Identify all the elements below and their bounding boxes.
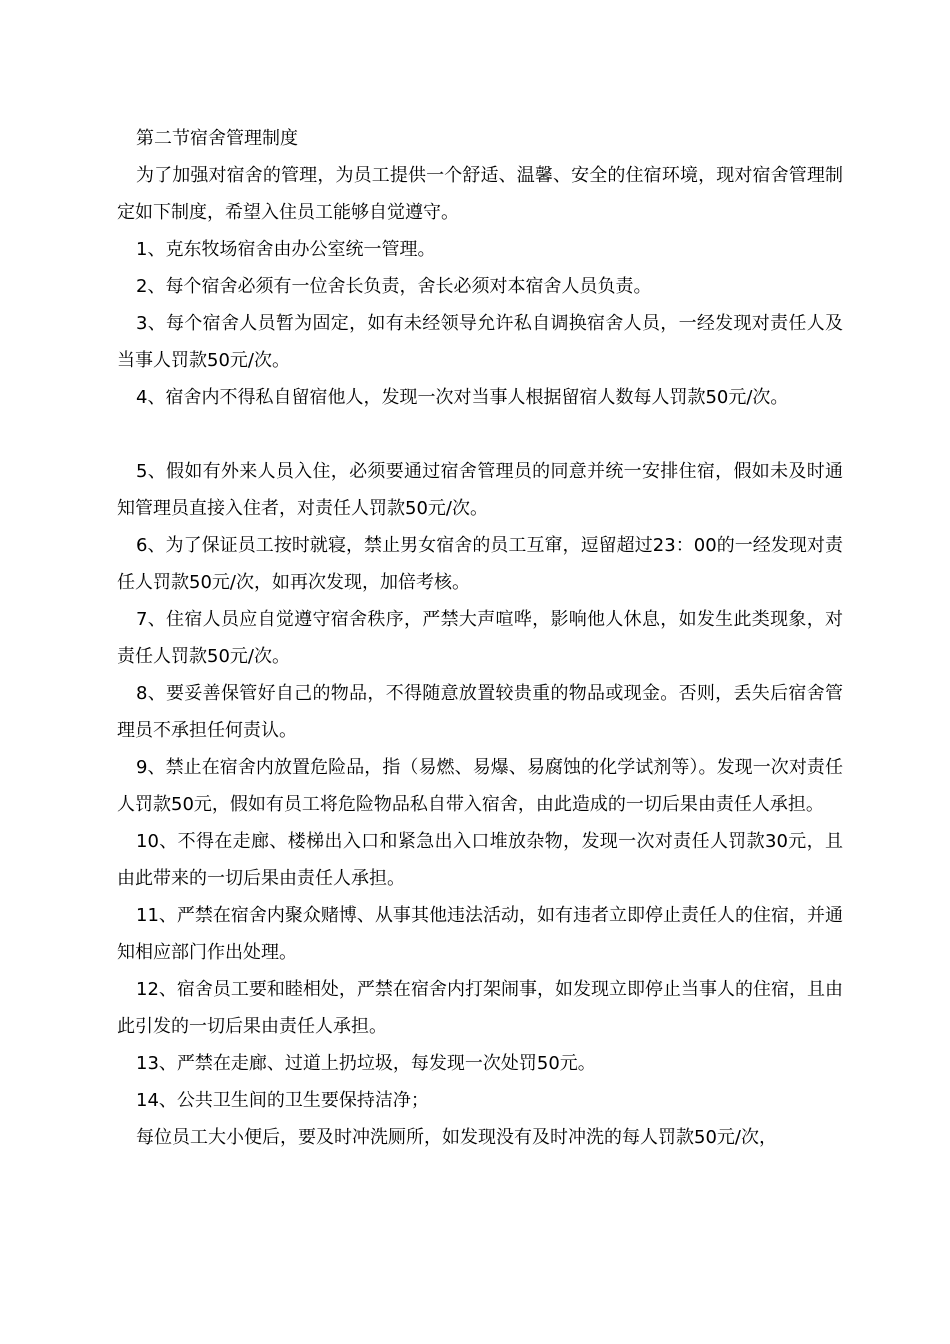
rule-13: 13、严禁在走廊、过道上扔垃圾，每发现一次处罚50元。 xyxy=(136,1053,596,1074)
rule-12: 12、宿舍员工要和睦相处，严禁在宿舍内打架闹事，如发现立即停止当事人的住宿，且由此引发的一切后果由责任人承担。 xyxy=(117,979,843,1037)
rule-9: 9、禁止在宿舍内放置危险品，指（易燃、易爆、易腐蚀的化学试剂等）。发现一次对责任人罚款50元，假如有员工将危险物品私自带入宿舍，由此造成的一切后果由责任人承担。 xyxy=(117,757,843,815)
intro-paragraph: 为了加强对宿舍的管理，为员工提供一个舒适、温馨、安全的住宿环境，现对宿舍管理制定如下制度，希望入住员工能够自觉遵守。 xyxy=(117,165,843,223)
rule-5: 5、假如有外来人员入住，必须要通过宿舍管理员的同意并统一安排住宿，假如未及时通知管理员直接入住者，对责任人罚款50元/次。 xyxy=(117,461,843,519)
rule-8: 8、要妥善保管好自己的物品，不得随意放置较贵重的物品或现金。否则，丢失后宿舍管理员不承担任何责认。 xyxy=(117,683,843,741)
rule-7: 7、住宿人员应自觉遵守宿舍秩序，严禁大声喧哗，影响他人休息，如发生此类现象，对责任人罚款50元/次。 xyxy=(117,609,843,667)
rule-2: 2、每个宿舍必须有一位舍长负责，舍长必须对本宿舍人员负责。 xyxy=(136,276,652,297)
rule-14: 14、公共卫生间的卫生要保持洁净； xyxy=(136,1090,429,1111)
paragraph-gap xyxy=(117,416,843,453)
rule-10: 10、不得在走廊、楼梯出入口和紧急出入口堆放杂物，发现一次对责任人罚款30元，且由此带来的一切后果由责任人承担。 xyxy=(117,831,843,889)
rule-11: 11、严禁在宿舍内聚众赌博、从事其他违法活动，如有违者立即停止责任人的住宿，并通知相应部门作出处理。 xyxy=(117,905,843,963)
rule-1: 1、克东牧场宿舍由办公室统一管理。 xyxy=(136,239,436,260)
rule-6: 6、为了保证员工按时就寝，禁止男女宿舍的员工互窜，逗留超过23：00的一经发现对责任人罚款50元/次，如再次发现，加倍考核。 xyxy=(117,535,843,593)
rule-4: 4、宿舍内不得私自留宿他人，发现一次对当事人根据留宿人数每人罚款50元/次。 xyxy=(136,387,789,408)
document-body xyxy=(117,120,843,1156)
section-heading: 第二节宿舍管理制度 xyxy=(136,128,298,149)
rule-14-detail: 每位员工大小便后，要及时冲洗厕所，如发现没有及时冲洗的每人罚款50元/次， xyxy=(136,1127,777,1148)
rule-3: 3、每个宿舍人员暂为固定，如有未经领导允许私自调换宿舍人员，一经发现对责任人及当事人罚款50元/次。 xyxy=(117,313,843,371)
